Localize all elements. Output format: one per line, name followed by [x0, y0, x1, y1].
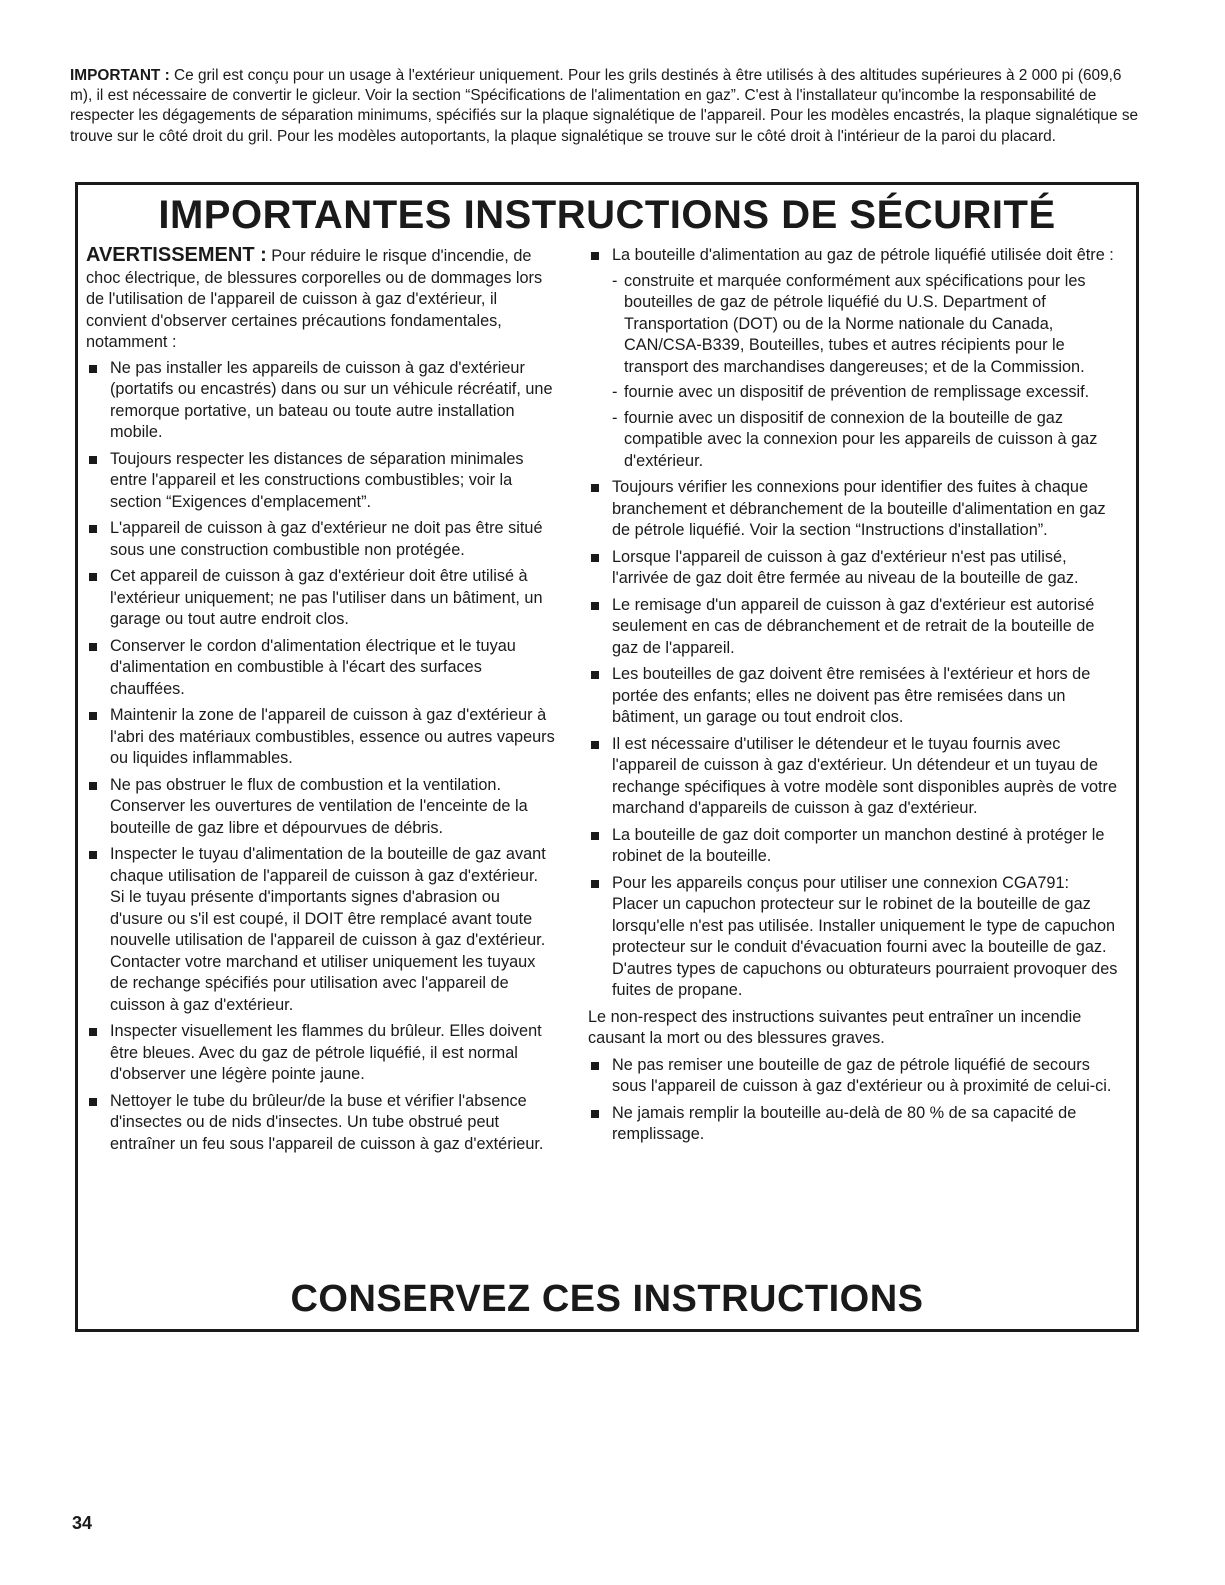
list-item: Cet appareil de cuisson à gaz d'extérieur doit être utilisé à l'extérieur uniquement; ne pas l'utiliser dans un bâtiment, un garage ou tout autre endroit clos.	[86, 566, 556, 631]
final-bullet-list	[588, 1055, 1118, 1146]
intro-text: Ce gril est conçu pour un usage à l'extérieur uniquement. Pour les grils destinés à être utilisés à des altitudes supérieures à 2 000 pi (609,6 m), il est nécessaire de convertir le gicleur. Voir la section “Spécifications de l'alimentation en gaz”. C'est à l'installateur qu'incombe la responsabilité de respecter les dégagements de séparation minimums, spécifiés sur la plaque signalétique de l'appareil. Pour les modèles encastrés, la plaque signalétique se trouve sur le côté droit du gril. Pour les modèles autoportants, la plaque signalétique se trouve sur le côté droit à l'intérieur de la paroi du placard.	[70, 67, 1139, 145]
dash-marker: -	[612, 271, 618, 290]
intro-label: IMPORTANT :	[70, 67, 170, 84]
list-item: La bouteille de gaz doit comporter un manchon destiné à protéger le robinet de la bouteille.	[588, 825, 1118, 868]
list-item: L'appareil de cuisson à gaz d'extérieur ne doit pas être situé sous une construction combustible non protégée.	[86, 518, 556, 561]
right-bullet-list	[588, 245, 1118, 1002]
sub-list-item	[612, 408, 1118, 473]
list-item: Ne pas obstruer le flux de combustion et la ventilation. Conserver les ouvertures de ventilation de l'enceinte de la bouteille de gaz libre et dépourvues de débris.	[86, 775, 556, 840]
cylinder-requirements-text: La bouteille d'alimentation au gaz de pétrole liquéfié utilisée doit être :	[612, 246, 1114, 264]
warning-label: AVERTISSEMENT :	[86, 244, 267, 266]
list-item: Ne pas installer les appareils de cuisson à gaz d'extérieur (portatifs ou encastrés) dans ou sur un véhicule récréatif, une remorque portative, un bateau ou toute autre installation mobile.	[86, 358, 556, 444]
intro-paragraph	[70, 66, 1145, 147]
list-item: Il est nécessaire d'utiliser le détendeur et le tuyau fournis avec l'appareil de cuisson à gaz d'extérieur. Un détendeur et un tuyau de rechange spécifiques à votre modèle sont disponibles auprès de votre marchand d'appareils de cuisson à gaz d'extérieur.	[588, 734, 1118, 820]
sub-list-item-text: construite et marquée conformément aux spécifications pour les bouteilles de gaz de pétrole liquéfié du U.S. Department of Transportation (DOT) ou de la Norme nationale du Canada, CAN/CSA-B339, Bouteilles, tubes et autres récipients pour le transport des marchandises dangereuses; et de la Commission.	[624, 271, 1086, 376]
sub-list-item-text: fournie avec un dispositif de prévention de remplissage excessif.	[624, 383, 1090, 401]
list-item-cylinder-requirements	[588, 245, 1118, 472]
right-column	[588, 245, 1118, 1151]
warning-paragraph	[86, 245, 556, 354]
warning-text: Pour réduire le risque d'incendie, de choc électrique, de blessures corporelles ou de dommages lors de l'utilisation de l'appareil de cuisson à gaz d'extérieur, il convient d'observer certaines précautions fondamentales, notamment :	[86, 247, 543, 351]
left-column	[86, 245, 556, 1160]
sub-list	[612, 271, 1118, 473]
noncompliance-warning: Le non-respect des instructions suivantes peut entraîner un incendie causant la mort ou des blessures graves.	[588, 1007, 1082, 1047]
list-item: Les bouteilles de gaz doivent être remisées à l'extérieur et hors de portée des enfants; elles ne doivent pas être remisées dans un bâtiment, un garage ou tout endroit clos.	[588, 664, 1118, 729]
list-item: Ne pas remiser une bouteille de gaz de pétrole liquéfié de secours sous l'appareil de cuisson à gaz d'extérieur ou à proximité de celui-ci.	[588, 1055, 1118, 1098]
list-item: Ne jamais remplir la bouteille au-delà de 80 % de sa capacité de remplissage.	[588, 1103, 1118, 1146]
dash-marker: -	[612, 383, 618, 401]
list-item: Lorsque l'appareil de cuisson à gaz d'extérieur n'est pas utilisé, l'arrivée de gaz doit être fermée au niveau de la bouteille de gaz.	[588, 547, 1118, 590]
sub-list-item	[612, 382, 1118, 404]
list-item: Inspecter visuellement les flammes du brûleur. Elles doivent être bleues. Avec du gaz de pétrole liquéfié, il est normal d'observer une légère pointe jaune.	[86, 1021, 556, 1086]
safety-title: IMPORTANTES INSTRUCTIONS DE SÉCURITÉ	[158, 193, 1056, 237]
list-item: Le remisage d'un appareil de cuisson à gaz d'extérieur est autorisé seulement en cas de débranchement et de retrait de la bouteille de gaz de l'appareil.	[588, 595, 1118, 660]
sub-list-item	[612, 271, 1118, 379]
safety-instructions-box	[75, 182, 1139, 1332]
sub-list-item-text: fournie avec un dispositif de connexion de la bouteille de gaz compatible avec la connexion pour les appareils de cuisson à gaz d'extérieur.	[624, 408, 1098, 470]
list-item: Maintenir la zone de l'appareil de cuisson à gaz d'extérieur à l'abri des matériaux combustibles, essence ou autres vapeurs ou liquides inflammables.	[86, 705, 556, 770]
page-number: 34	[72, 1513, 93, 1533]
left-bullet-list	[86, 358, 556, 1156]
list-item: Pour les appareils conçus pour utiliser une connexion CGA791: Placer un capuchon protecteur sur le robinet de la bouteille de gaz lorsqu'elle n'est pas utilisée. Installer uniquement le type de capuchon protecteur sur le conduit d'évacuation fourni avec la bouteille de gaz. D'autres types de capuchons ou obturateurs pourraient provoquer des fuites de propane.	[588, 873, 1118, 1002]
list-item: Inspecter le tuyau d'alimentation de la bouteille de gaz avant chaque utilisation de l'appareil de cuisson à gaz d'extérieur. Si le tuyau présente d'importants signes d'abrasion ou d'usure ou s'il est coupé, il DOIT être remplacé avant toute nouvelle utilisation de l'appareil de cuisson à gaz d'extérieur. Contacter votre marchand et utiliser uniquement les tuyaux de rechange spécifiés pour utilisation avec l'appareil de cuisson à gaz d'extérieur.	[86, 844, 556, 1016]
list-item: Toujours vérifier les connexions pour identifier des fuites à chaque branchement et débranchement de la bouteille d'alimentation en gaz de pétrole liquéfié. Voir la section “Instructions d'installation”.	[588, 477, 1118, 542]
list-item: Toujours respecter les distances de séparation minimales entre l'appareil et les constructions combustibles; voir la section “Exigences d'emplacement”.	[86, 449, 556, 514]
list-item: Conserver le cordon d'alimentation électrique et le tuyau d'alimentation en combustible à l'écart des surfaces chauffées.	[86, 636, 556, 701]
dash-marker: -	[612, 408, 618, 427]
save-instructions-heading: CONSERVEZ CES INSTRUCTIONS	[290, 1278, 924, 1320]
list-item: Nettoyer le tube du brûleur/de la buse et vérifier l'absence d'insectes ou de nids d'insectes. Un tube obstrué peut entraîner un feu sous l'appareil de cuisson à gaz d'extérieur.	[86, 1091, 556, 1156]
